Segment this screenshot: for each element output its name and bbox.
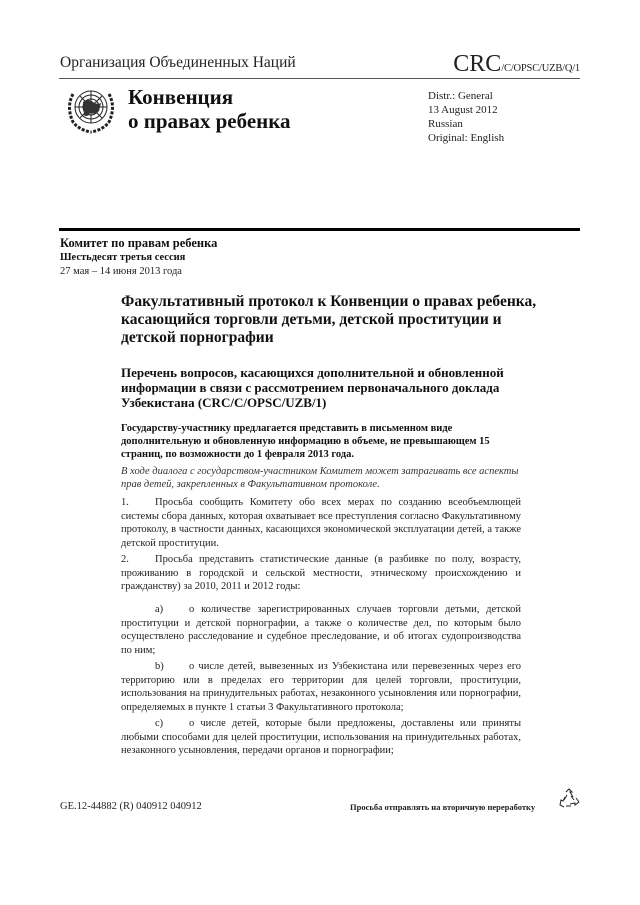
paragraph-text: Просьба сообщить Комитету обо всех мерах по созданию всеобъемлющей системы сбора данных, которая охватывает все преступления согласно Факультативному протоколу, в частности данных, касающихся экономической эксплуатации детей, а также детской проституции. [121, 497, 521, 549]
body-title [128, 85, 291, 133]
subitem-label: c) [155, 718, 164, 729]
main-title: Факультативный протокол к Конвенции о правах ребенка, касающийся торговли детьми, детской проституции и детской порнографии [121, 293, 537, 346]
un-emblem-icon [63, 80, 119, 136]
body-title-line1: Конвенция [128, 85, 234, 109]
section-rule [59, 228, 580, 231]
original-language-line: Original: English [428, 132, 505, 144]
committee-name: Комитет по правам ребенка [60, 236, 218, 250]
document-symbol [453, 51, 580, 78]
distribution-block [428, 89, 504, 145]
date-line: 13 August 2012 [428, 104, 498, 116]
paragraph-1 [121, 496, 521, 550]
body-title-line2: о правах ребенка [128, 109, 291, 133]
recycle-icon [558, 788, 580, 810]
paragraph-text: Просьба представить статистические данные (в разбивке по полу, возрасту, проживанию в городской и сельской местности, этническому происхождению и гражданству) за 2010, 2011 и 2012 годы: [121, 554, 521, 592]
symbol-suffix: /C/OPSC/UZB/Q/1 [501, 63, 580, 74]
recycle-note: Просьба отправлять на вторичную переработку [350, 802, 536, 812]
request-statement: Государству-участнику предлагается представить в письменном виде дополнительную и обновленную информацию в объеме, не превышающем 15 страниц, по возможности до 1 февраля 2013 года. [121, 423, 490, 460]
document-code: GE.12-44882 (R) 040912 040912 [60, 801, 202, 812]
symbol-main: CRC [453, 51, 502, 77]
subitem-b [121, 660, 521, 714]
subitem-label: a) [155, 604, 164, 615]
subitem-text: о числе детей, которые были предложены, доставлены или приняты любыми способами для целей проституции, использования на принудительных работах, незаконного усыновления, передачи органов и порнографии; [121, 718, 521, 756]
subitem-label: b) [155, 661, 164, 672]
language-line: Russian [428, 118, 463, 130]
intro-note: В ходе диалога с государством-участником Комитет может затрагивать все аспекты прав детей, закрепленных в Факультативном протоколе. [121, 466, 519, 490]
session-dates: 27 мая – 14 июня 2013 года [60, 266, 182, 277]
subitem-a [121, 603, 521, 657]
header-rule [59, 78, 580, 79]
paragraph-number: 1. [121, 497, 129, 508]
paragraph-number: 2. [121, 554, 129, 565]
paragraph-2 [121, 553, 521, 594]
organization-name: Организация Объединенных Наций [60, 54, 296, 71]
distribution-line: Distr.: General [428, 90, 493, 102]
sub-title: Перечень вопросов, касающихся дополнительной и обновленной информации в связи с рассмотрением первоначального доклада Узбекистана (CRC/C/OPSC/UZB/1) [121, 365, 504, 410]
subitem-text: о числе детей, вывезенных из Узбекистана или перевезенных через его территорию или в пределах его территории для целей торговли, проституции, использования на принудительных работах, незаконного усыновления или порнографии, определяемых в пункте 1 статьи 3 Факультативного протокола; [121, 661, 521, 713]
session-name: Шестьдесят третья сессия [60, 252, 186, 263]
subitem-text: о количестве зарегистрированных случаев торговли детьми, детской проституции и детской порнографии, а также о количестве дел, по которым было осуществлено расследование и судебное преследование, и об итогах судопроизводства по ним; [121, 604, 521, 656]
subitem-c [121, 717, 521, 758]
